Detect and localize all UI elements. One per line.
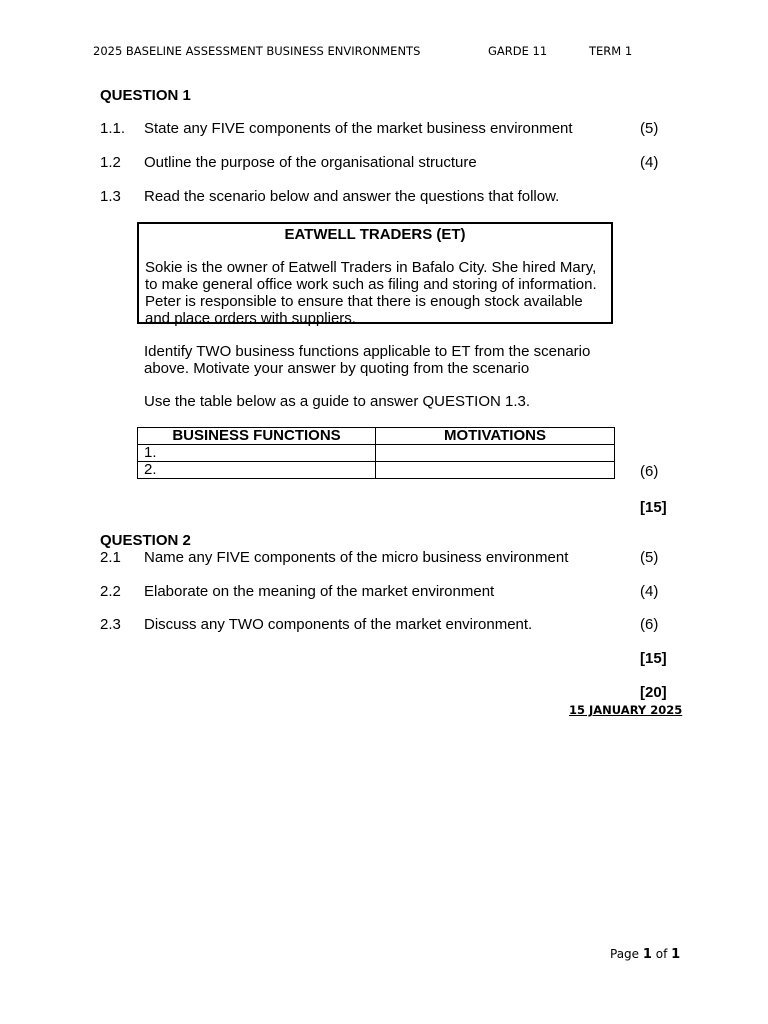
- table-header-row: [138, 428, 615, 445]
- page-number-footer: [610, 947, 680, 962]
- question1-total: [15]: [640, 499, 667, 516]
- question1-heading: QUESTION 1: [100, 87, 191, 104]
- instruction-line-2: above. Motivate your answer by quoting from the scenario: [144, 360, 530, 377]
- header-title: 2025 BASELINE ASSESSMENT BUSINESS ENVIRONMENTS: [93, 44, 421, 58]
- q1-3-number: 1.3: [100, 188, 121, 205]
- q2-3-number: 2.3: [100, 616, 121, 633]
- business-functions-table: [137, 427, 615, 479]
- q1-1-marks: (5): [640, 120, 659, 137]
- table-row: [138, 462, 615, 479]
- q1-1-number: 1.1.: [100, 120, 126, 137]
- header-grade: GARDE 11: [488, 44, 548, 58]
- question2-total: [15]: [640, 650, 667, 667]
- table-cell-function: 2.: [138, 462, 376, 479]
- footer-current-page: 1: [642, 947, 652, 962]
- instruction-line-1: Identify TWO business functions applicable to ET from the scenario: [144, 343, 591, 360]
- q1-2-marks: (4): [640, 154, 659, 171]
- table-cell-motivation: [376, 445, 615, 462]
- scenario-body: Sokie is the owner of Eatwell Traders in Bafalo City. She hired Mary, to make general office work such as filing and storing of information. Peter is responsible to ensure that there is enough stock available and place orders with suppliers.: [145, 259, 597, 327]
- q2-2-number: 2.2: [100, 583, 121, 600]
- table-cell-function: 1.: [138, 445, 376, 462]
- table-row: [138, 445, 615, 462]
- footer-page-label: Page: [610, 947, 640, 961]
- footer-total-pages: 1: [671, 947, 681, 962]
- q2-1-text: Name any FIVE components of the micro business environment: [144, 549, 569, 566]
- scenario-box: [137, 222, 613, 327]
- question2-heading: QUESTION 2: [100, 532, 191, 549]
- q1-1-text: State any FIVE components of the market business environment: [144, 120, 573, 137]
- q2-3-marks: (6): [640, 616, 659, 633]
- table-guide: Use the table below as a guide to answer QUESTION 1.3.: [144, 393, 531, 410]
- header-term: TERM 1: [589, 44, 633, 58]
- q2-3-text: Discuss any TWO components of the market environment.: [144, 616, 533, 633]
- q1-2-number: 1.2: [100, 154, 121, 171]
- q2-1-number: 2.1: [100, 549, 121, 566]
- q1-2-text: Outline the purpose of the organisational structure: [144, 154, 477, 171]
- scenario-title: EATWELL TRADERS (ET): [284, 226, 466, 243]
- footer-of-label: of: [655, 947, 668, 961]
- q2-2-text: Elaborate on the meaning of the market environment: [144, 583, 495, 600]
- assessment-date: 15 JANUARY 2025: [569, 703, 683, 717]
- grand-total: [20]: [640, 684, 667, 701]
- q2-2-marks: (4): [640, 583, 659, 600]
- table-header-functions: BUSINESS FUNCTIONS: [138, 428, 376, 445]
- q1-3-marks: (6): [640, 463, 659, 480]
- q2-1-marks: (5): [640, 549, 659, 566]
- q1-3-text: Read the scenario below and answer the questions that follow.: [144, 188, 560, 205]
- table-header-motivations: MOTIVATIONS: [376, 428, 615, 445]
- table-cell-motivation: [376, 462, 615, 479]
